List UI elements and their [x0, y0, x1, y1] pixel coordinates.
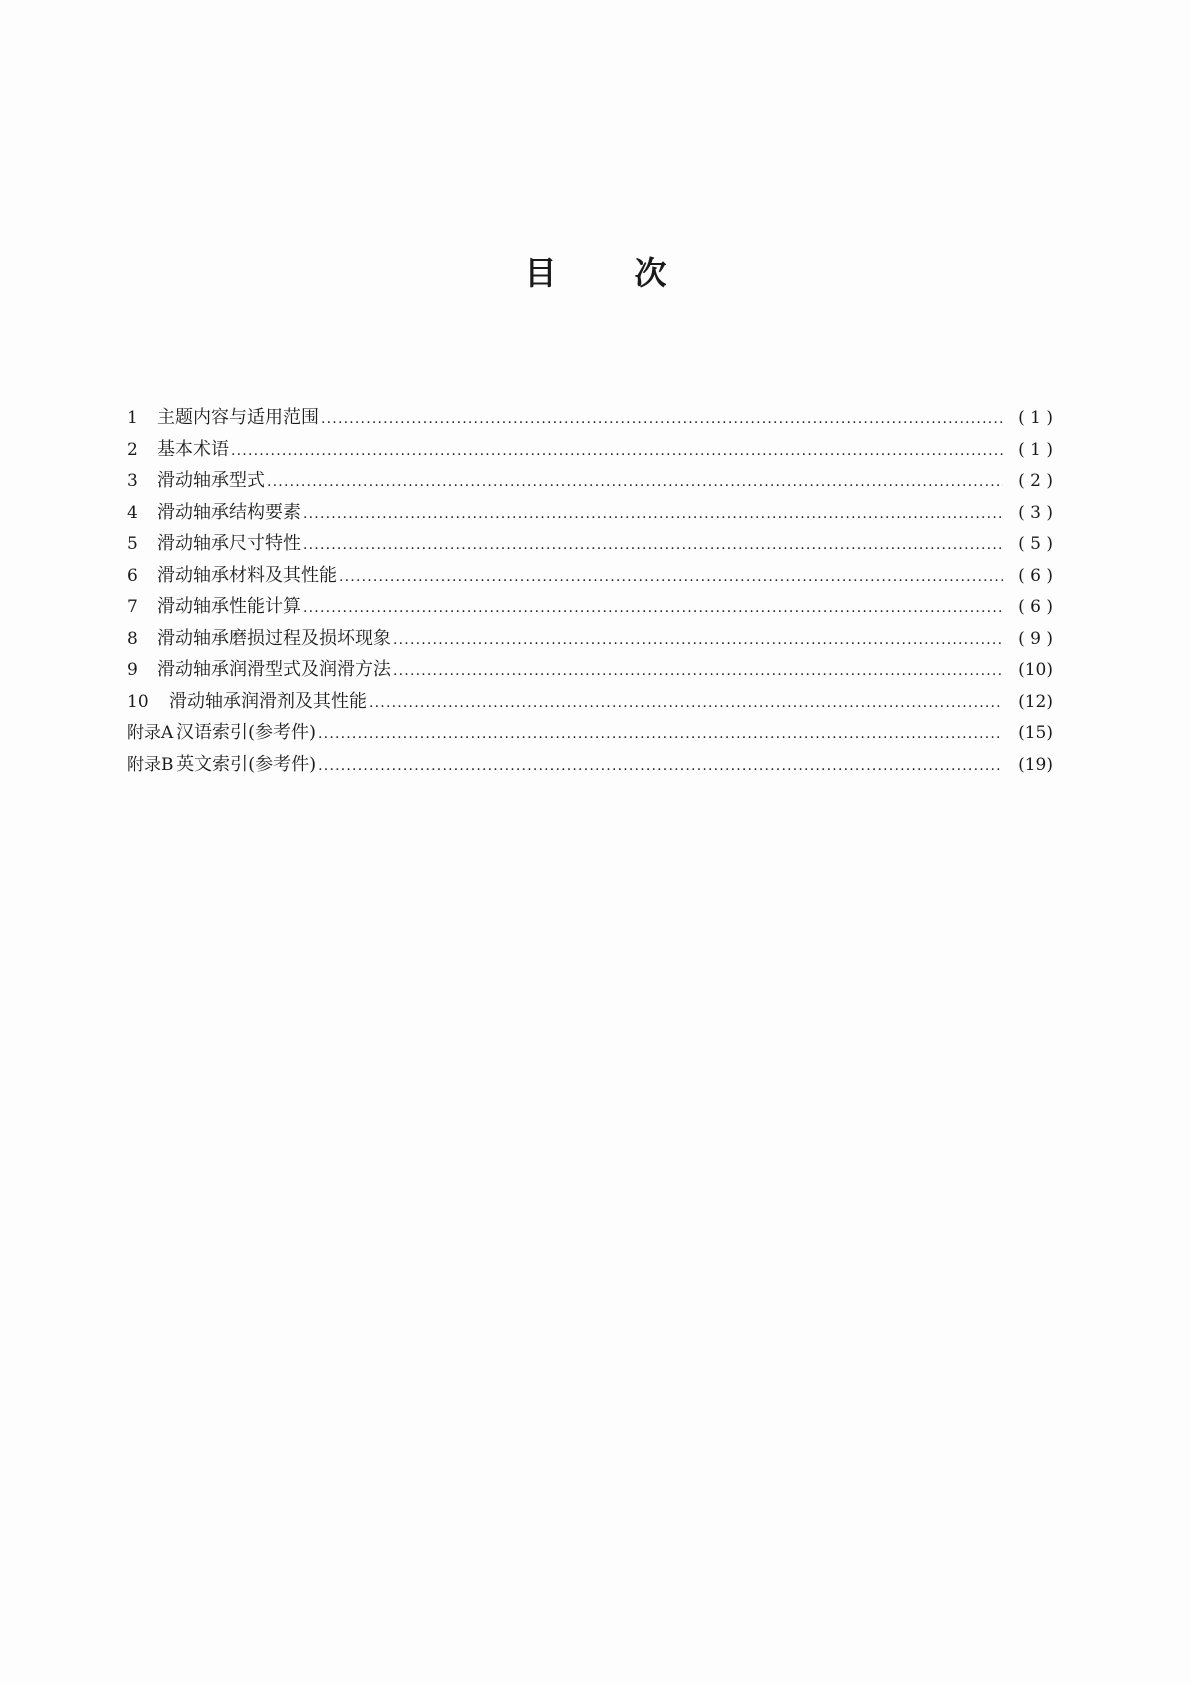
toc-entry-number: 1	[127, 408, 138, 428]
toc-leader-dots	[303, 530, 1003, 562]
toc-entry-number: 8	[127, 628, 138, 649]
toc-entry-5[interactable]	[127, 528, 1053, 560]
toc-entry-label: 滑动轴承润滑剂及其性能	[169, 690, 367, 712]
toc-entry-label: 英文索引(参考件)	[176, 753, 317, 775]
toc-leader-dots	[231, 436, 1003, 468]
toc-entry-number: 9	[127, 660, 138, 680]
toc-entry-page: (12)	[1018, 691, 1053, 712]
toc-entry-8[interactable]	[127, 623, 1053, 655]
toc-entry-label: 滑动轴承性能计算	[157, 596, 301, 617]
toc-entry-label: 滑动轴承尺寸特性	[157, 533, 301, 554]
toc-leader-dots	[393, 656, 1003, 688]
toc-entry-9[interactable]	[127, 654, 1053, 686]
toc-entry-label: 滑动轴承型式	[157, 470, 265, 491]
toc-entry-label: 滑动轴承润滑型式及润滑方法	[157, 659, 391, 680]
toc-entry-page: ( 2 )	[1018, 471, 1053, 491]
toc-entry-number: 4	[127, 502, 138, 523]
toc-leader-dots	[267, 467, 1003, 499]
toc-leader-dots	[393, 625, 1003, 657]
toc-entry-page: ( 6 )	[1018, 597, 1053, 617]
toc-entry-label: 基本术语	[157, 438, 229, 460]
toc-leader-dots	[318, 751, 1003, 783]
toc-entry-7[interactable]	[127, 591, 1053, 623]
toc-entry-label: 汉语索引(参考件)	[175, 722, 317, 743]
toc-entry-page: ( 9 )	[1018, 628, 1053, 649]
toc-entry-1[interactable]	[127, 402, 1053, 434]
toc-leader-dots	[303, 593, 1003, 625]
toc-leader-dots	[339, 562, 1003, 594]
title-char-2: 次	[634, 254, 667, 292]
toc-entry-number: 5	[127, 534, 138, 554]
toc-entry-page: ( 1 )	[1018, 439, 1053, 460]
toc-entry-page: (19)	[1018, 754, 1053, 775]
toc-entry-label: 滑动轴承结构要素	[157, 501, 301, 523]
title-char-1: 目	[524, 254, 557, 292]
toc-entry-page: ( 1 )	[1018, 408, 1053, 428]
toc-entry-number: 2	[127, 439, 138, 460]
toc-entry-annex-a[interactable]	[127, 717, 1053, 749]
toc-entry-page: (10)	[1018, 660, 1053, 680]
toc-leader-dots	[369, 688, 1003, 720]
toc-leader-dots	[303, 499, 1003, 531]
toc-entry-label: 滑动轴承磨损过程及损坏现象	[157, 627, 391, 649]
toc-entry-number: 附录A	[127, 723, 174, 743]
toc-entry-number: 10	[127, 691, 149, 712]
toc-entry-label: 滑动轴承材料及其性能	[157, 564, 337, 586]
toc-entry-3[interactable]	[127, 465, 1053, 497]
toc-entry-page: (15)	[1018, 723, 1053, 743]
toc-entry-annex-b[interactable]	[127, 749, 1053, 781]
toc-entry-number: 6	[127, 565, 138, 586]
toc-entry-number: 7	[127, 597, 138, 617]
table-of-contents	[127, 402, 1053, 780]
toc-entry-number: 3	[127, 471, 138, 491]
toc-leader-dots	[318, 719, 1003, 751]
toc-entry-label: 主题内容与适用范围	[157, 407, 319, 428]
toc-entry-2[interactable]	[127, 434, 1053, 466]
toc-entry-page: ( 3 )	[1018, 502, 1053, 523]
toc-entry-page: ( 6 )	[1018, 565, 1053, 586]
toc-entry-page: ( 5 )	[1018, 534, 1053, 554]
page-title	[0, 248, 1191, 294]
toc-leader-dots	[321, 404, 1003, 436]
toc-entry-10[interactable]	[127, 686, 1053, 718]
toc-entry-4[interactable]	[127, 497, 1053, 529]
toc-entry-6[interactable]	[127, 560, 1053, 592]
toc-entry-number: 附录B	[127, 754, 174, 775]
